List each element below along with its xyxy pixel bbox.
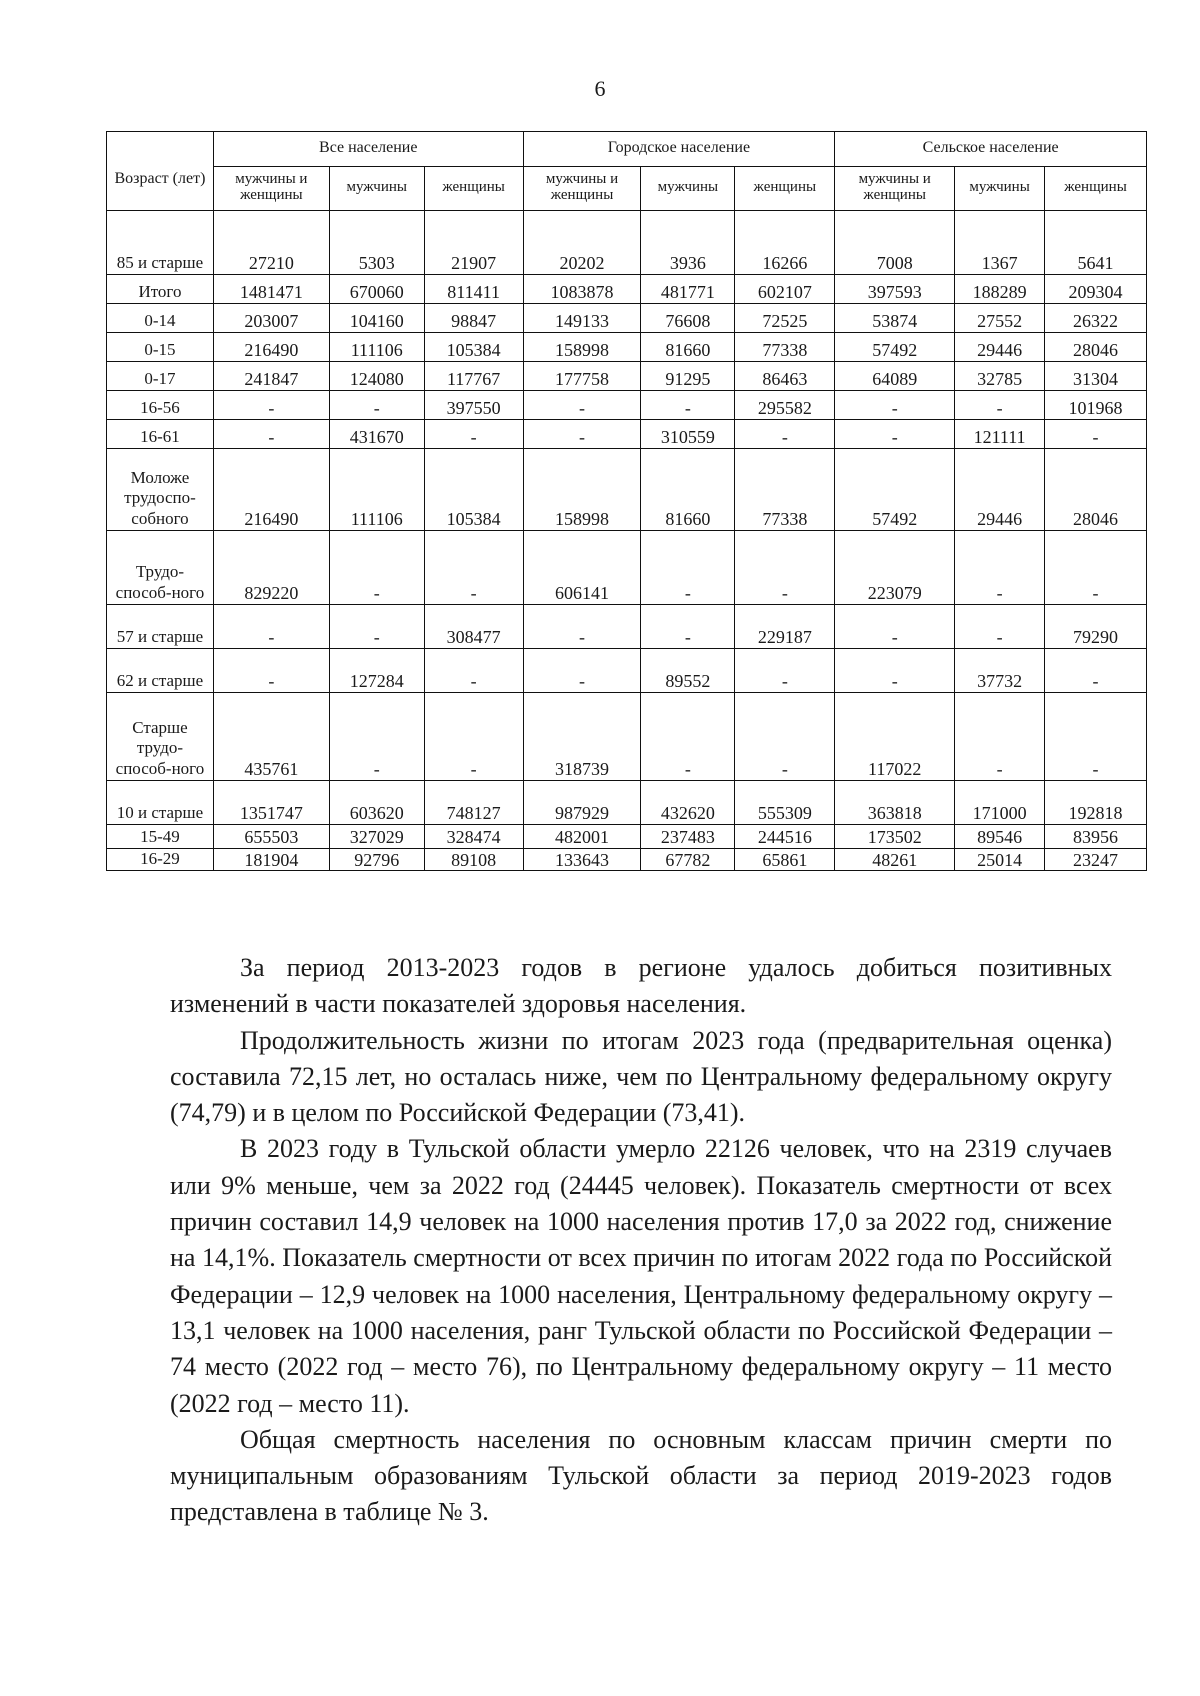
value-cell: -	[523, 649, 641, 693]
value-cell: 117022	[835, 693, 955, 781]
value-cell: 173502	[835, 825, 955, 849]
table-row	[107, 693, 1147, 781]
value-cell: 67782	[641, 849, 735, 871]
value-cell: 101968	[1045, 391, 1147, 420]
value-cell: -	[329, 531, 424, 605]
table-row	[107, 362, 1147, 391]
subheader: мужчины	[955, 167, 1045, 211]
value-cell: 57492	[835, 333, 955, 362]
age-cell: Трудо-способ-ного	[107, 531, 214, 605]
value-cell: 748127	[424, 781, 523, 825]
age-header: Возраст (лет)	[107, 132, 214, 211]
value-cell: 188289	[955, 275, 1045, 304]
value-cell: 83956	[1045, 825, 1147, 849]
group-header-all: Все население	[213, 132, 523, 167]
table-row	[107, 275, 1147, 304]
value-cell: 310559	[641, 420, 735, 449]
value-cell: -	[1045, 649, 1147, 693]
value-cell: 192818	[1045, 781, 1147, 825]
table-row	[107, 333, 1147, 362]
value-cell: -	[1045, 531, 1147, 605]
value-cell: -	[835, 649, 955, 693]
value-cell: 603620	[329, 781, 424, 825]
table-row	[107, 605, 1147, 649]
value-cell: 92796	[329, 849, 424, 871]
value-cell: -	[835, 391, 955, 420]
value-cell: -	[424, 420, 523, 449]
age-cell: 0-17	[107, 362, 214, 391]
age-cell: 16-56	[107, 391, 214, 420]
table-header-groups	[107, 132, 1147, 167]
value-cell: 223079	[835, 531, 955, 605]
value-cell: 28046	[1045, 449, 1147, 531]
value-cell: -	[1045, 420, 1147, 449]
value-cell: 1481471	[213, 275, 329, 304]
value-cell: 104160	[329, 304, 424, 333]
age-cell: Моложе трудоспо-собного	[107, 449, 214, 531]
age-cell: 10 и старше	[107, 781, 214, 825]
value-cell: 72525	[735, 304, 835, 333]
value-cell: 171000	[955, 781, 1045, 825]
subheader: женщины	[1045, 167, 1147, 211]
value-cell: -	[955, 605, 1045, 649]
table-row	[107, 825, 1147, 849]
value-cell: 29446	[955, 449, 1045, 531]
value-cell: 1351747	[213, 781, 329, 825]
value-cell: 98847	[424, 304, 523, 333]
value-cell: 3936	[641, 211, 735, 275]
age-cell: 0-14	[107, 304, 214, 333]
value-cell: -	[735, 420, 835, 449]
value-cell: 229187	[735, 605, 835, 649]
value-cell: 177758	[523, 362, 641, 391]
group-header-urban: Городское население	[523, 132, 835, 167]
value-cell: 158998	[523, 449, 641, 531]
value-cell: 77338	[735, 449, 835, 531]
value-cell: 670060	[329, 275, 424, 304]
paragraph: В 2023 году в Тульской области умерло 22126 человек, что на 2319 случаев или 9% меньше, чем за 2022 год (24445 человек). Показатель смертности от всех причин составил 14,9 человек на 1000 населения против 17,0 за 2022 год, снижение на 14,1%. Показатель смертности от всех причин по итогам 2022 года по Российской Федерации – 12,9 человек на 1000 населения, Центральному федеральному округу – 13,1 человек на 1000 населения, ранг Тульской области по Российской Федерации – 74 место (2022 год – место 76), по Центральному федеральному округу – 11 место (2022 год – место 11).	[170, 1134, 1112, 1418]
table-row	[107, 391, 1147, 420]
value-cell: 32785	[955, 362, 1045, 391]
value-cell: -	[213, 391, 329, 420]
age-cell: 85 и старше	[107, 211, 214, 275]
value-cell: 328474	[424, 825, 523, 849]
value-cell: 117767	[424, 362, 523, 391]
subheader: мужчины и женщины	[213, 167, 329, 211]
value-cell: 181904	[213, 849, 329, 871]
value-cell: 23247	[1045, 849, 1147, 871]
value-cell: -	[955, 531, 1045, 605]
value-cell: 111106	[329, 333, 424, 362]
value-cell: 20202	[523, 211, 641, 275]
value-cell: 602107	[735, 275, 835, 304]
subheader: женщины	[424, 167, 523, 211]
age-cell: Старше трудо-способ-ного	[107, 693, 214, 781]
value-cell: 16266	[735, 211, 835, 275]
table-row	[107, 449, 1147, 531]
subheader: мужчины и женщины	[835, 167, 955, 211]
value-cell: -	[329, 391, 424, 420]
table-row	[107, 531, 1147, 605]
table-row	[107, 304, 1147, 333]
value-cell: -	[641, 391, 735, 420]
body-text	[170, 950, 1112, 1531]
group-header-rural: Сельское население	[835, 132, 1147, 167]
page-number: 6	[594, 76, 606, 101]
value-cell: 216490	[213, 449, 329, 531]
value-cell: 48261	[835, 849, 955, 871]
paragraph: Продолжительность жизни по итогам 2023 года (предварительная оценка) составила 72,15 лет, но осталась ниже, чем по Центральному федеральному округу (74,79) и в целом по Российской Федерации (73,41).	[170, 1025, 1112, 1128]
value-cell: 363818	[835, 781, 955, 825]
value-cell: -	[424, 649, 523, 693]
age-cell: 0-15	[107, 333, 214, 362]
value-cell: 121111	[955, 420, 1045, 449]
value-cell: 318739	[523, 693, 641, 781]
value-cell: 64089	[835, 362, 955, 391]
value-cell: -	[735, 693, 835, 781]
value-cell: -	[213, 649, 329, 693]
value-cell: 28046	[1045, 333, 1147, 362]
value-cell: 5641	[1045, 211, 1147, 275]
value-cell: 216490	[213, 333, 329, 362]
value-cell: 81660	[641, 449, 735, 531]
value-cell: -	[424, 531, 523, 605]
value-cell: 1367	[955, 211, 1045, 275]
table-row	[107, 211, 1147, 275]
value-cell: -	[835, 420, 955, 449]
table-row	[107, 849, 1147, 871]
subheader: мужчины и женщины	[523, 167, 641, 211]
value-cell: 89552	[641, 649, 735, 693]
value-cell: 435761	[213, 693, 329, 781]
value-cell: 105384	[424, 449, 523, 531]
value-cell: -	[641, 693, 735, 781]
value-cell: 111106	[329, 449, 424, 531]
value-cell: -	[213, 605, 329, 649]
value-cell: 555309	[735, 781, 835, 825]
value-cell: 829220	[213, 531, 329, 605]
value-cell: 987929	[523, 781, 641, 825]
value-cell: 482001	[523, 825, 641, 849]
age-cell: 16-61	[107, 420, 214, 449]
value-cell: 397550	[424, 391, 523, 420]
value-cell: 295582	[735, 391, 835, 420]
subheader: женщины	[735, 167, 835, 211]
value-cell: -	[641, 531, 735, 605]
value-cell: 29446	[955, 333, 1045, 362]
value-cell: 149133	[523, 304, 641, 333]
value-cell: 77338	[735, 333, 835, 362]
value-cell: 31304	[1045, 362, 1147, 391]
value-cell: 57492	[835, 449, 955, 531]
value-cell: -	[523, 420, 641, 449]
value-cell: 203007	[213, 304, 329, 333]
age-cell: 15-49	[107, 825, 214, 849]
value-cell: 244516	[735, 825, 835, 849]
value-cell: 209304	[1045, 275, 1147, 304]
value-cell: -	[329, 605, 424, 649]
value-cell: -	[213, 420, 329, 449]
value-cell: 27210	[213, 211, 329, 275]
value-cell: 53874	[835, 304, 955, 333]
value-cell: 811411	[424, 275, 523, 304]
age-cell: 16-29	[107, 849, 214, 871]
subheader: мужчины	[641, 167, 735, 211]
value-cell: 127284	[329, 649, 424, 693]
value-cell: -	[955, 391, 1045, 420]
value-cell: 241847	[213, 362, 329, 391]
value-cell: -	[523, 605, 641, 649]
value-cell: 327029	[329, 825, 424, 849]
value-cell: 89546	[955, 825, 1045, 849]
value-cell: 308477	[424, 605, 523, 649]
value-cell: 65861	[735, 849, 835, 871]
value-cell: -	[1045, 693, 1147, 781]
value-cell: -	[955, 693, 1045, 781]
age-cell: 62 и старше	[107, 649, 214, 693]
value-cell: 86463	[735, 362, 835, 391]
value-cell: 655503	[213, 825, 329, 849]
value-cell: 37732	[955, 649, 1045, 693]
value-cell: 124080	[329, 362, 424, 391]
age-cell: Итого	[107, 275, 214, 304]
age-cell: 57 и старше	[107, 605, 214, 649]
value-cell: 105384	[424, 333, 523, 362]
value-cell: 133643	[523, 849, 641, 871]
value-cell: -	[735, 649, 835, 693]
value-cell: 76608	[641, 304, 735, 333]
paragraph: За период 2013-2023 годов в регионе удалось добиться позитивных изменений в части показателей здоровья населения.	[170, 953, 1112, 1019]
value-cell: 81660	[641, 333, 735, 362]
value-cell: 237483	[641, 825, 735, 849]
value-cell: 89108	[424, 849, 523, 871]
subheader: мужчины	[329, 167, 424, 211]
value-cell: 481771	[641, 275, 735, 304]
value-cell: 158998	[523, 333, 641, 362]
value-cell: 21907	[424, 211, 523, 275]
value-cell: 25014	[955, 849, 1045, 871]
table-header-sub	[107, 167, 1147, 211]
value-cell: 27552	[955, 304, 1045, 333]
table-row	[107, 781, 1147, 825]
value-cell: 91295	[641, 362, 735, 391]
value-cell: 431670	[329, 420, 424, 449]
value-cell: 432620	[641, 781, 735, 825]
value-cell: -	[523, 391, 641, 420]
table-body	[107, 211, 1147, 871]
value-cell: 79290	[1045, 605, 1147, 649]
value-cell: -	[835, 605, 955, 649]
value-cell: -	[735, 531, 835, 605]
value-cell: 5303	[329, 211, 424, 275]
population-table	[106, 131, 1147, 871]
table-row	[107, 420, 1147, 449]
value-cell: 397593	[835, 275, 955, 304]
value-cell: 7008	[835, 211, 955, 275]
value-cell: -	[641, 605, 735, 649]
value-cell: 606141	[523, 531, 641, 605]
value-cell: -	[424, 693, 523, 781]
value-cell: 26322	[1045, 304, 1147, 333]
paragraph: Общая смертность населения по основным классам причин смерти по муниципальным образованиям Тульской области за период 2019-2023 годов представлена в таблице № 3.	[170, 1424, 1112, 1527]
table-row	[107, 649, 1147, 693]
value-cell: 1083878	[523, 275, 641, 304]
value-cell: -	[329, 693, 424, 781]
